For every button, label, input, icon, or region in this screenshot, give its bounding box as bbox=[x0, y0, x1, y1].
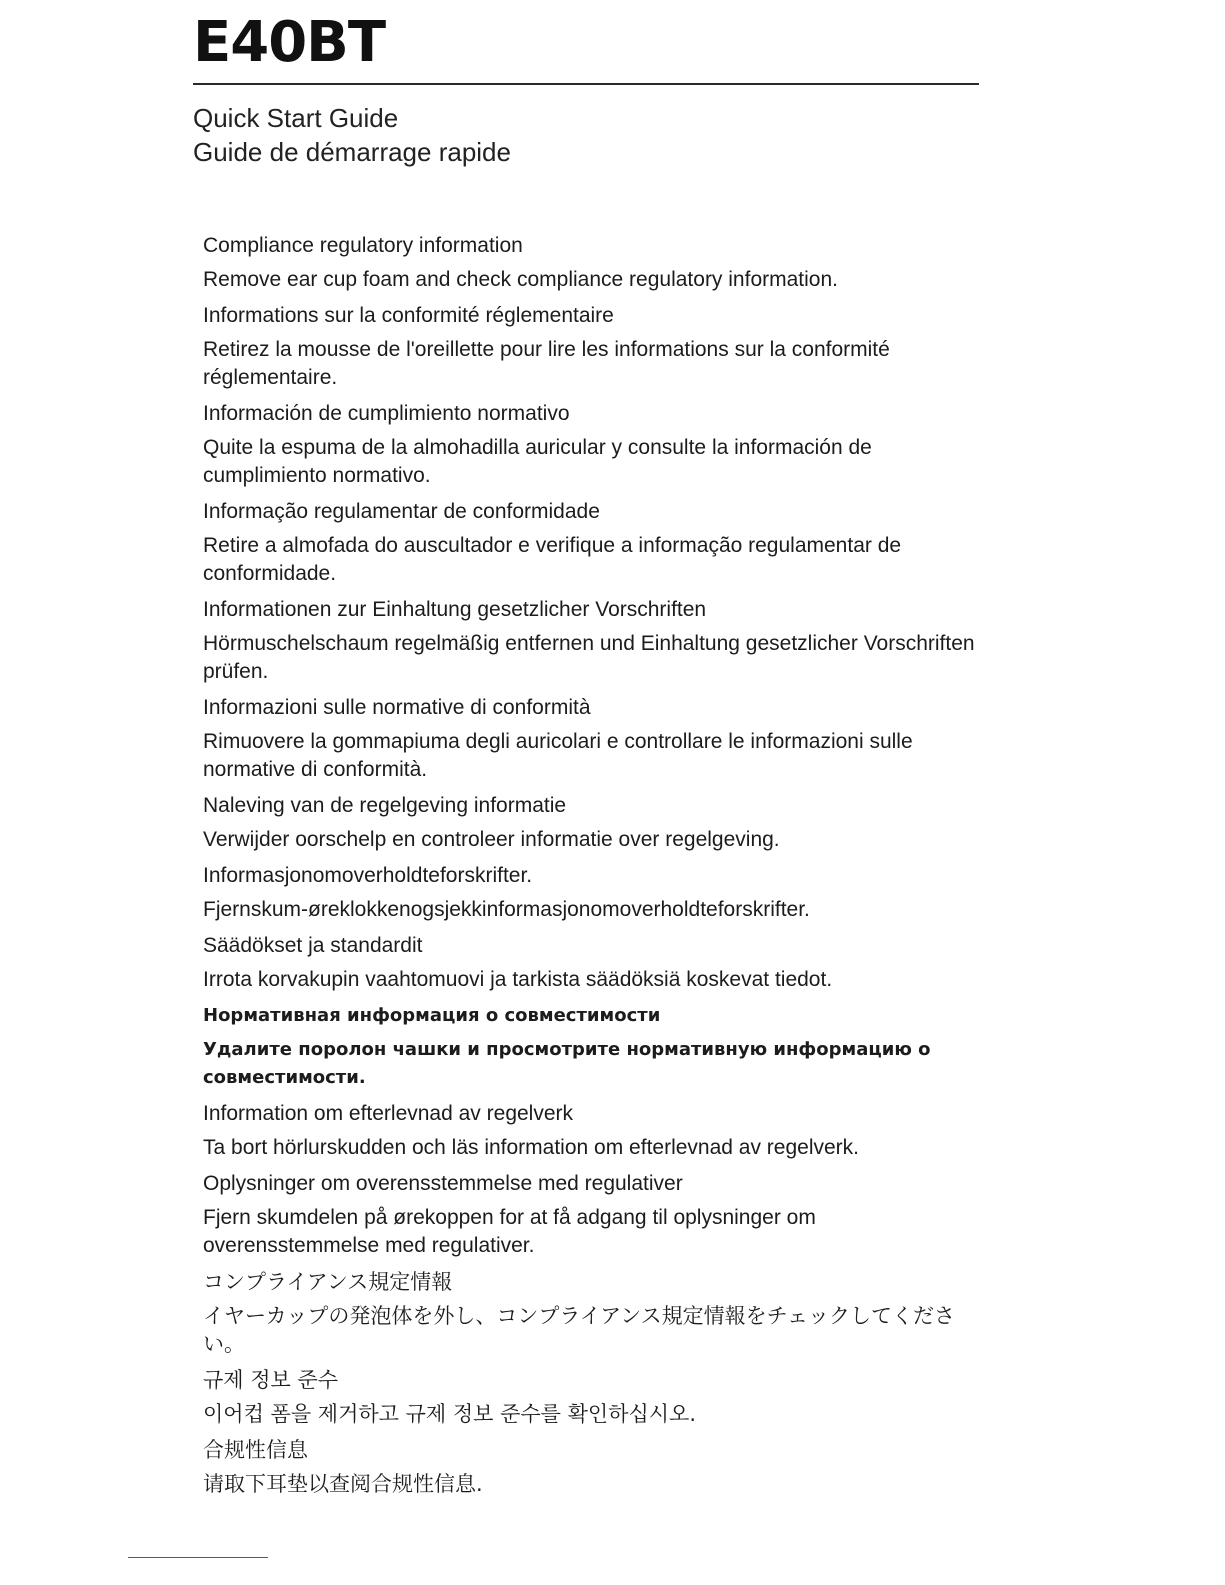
section-heading-sv: Information om efterlevnad av regelverk bbox=[203, 1102, 574, 1125]
section-heading-da: Oplysninger om overensstemmelse med regulativer bbox=[203, 1172, 683, 1195]
section-body-sv: Ta bort hörlurskudden och läs information om efterlevnad av regelverk. bbox=[203, 1136, 860, 1159]
section-body-it: Rimuovere la gommapiuma degli auricolari e controllare le informazioni sulle normative di conformità. bbox=[203, 730, 913, 781]
section-heading-nl: Naleving van de regelgeving informatie bbox=[203, 794, 567, 817]
section-body-nl: Verwijder oorschelp en controleer informatie over regelgeving. bbox=[203, 828, 780, 851]
section-heading-ja: コンプライアンス規定情報 bbox=[203, 1270, 453, 1294]
section-heading-en: Compliance regulatory information bbox=[203, 234, 523, 257]
section-heading-zh: 合规性信息 bbox=[203, 1438, 308, 1462]
section-heading-de: Informationen zur Einhaltung gesetzlicher Vorschriften bbox=[203, 598, 707, 621]
subtitle-french: Guide de démarrage rapide bbox=[193, 137, 511, 167]
section-heading-ko: 규제 정보 준수 bbox=[203, 1368, 339, 1392]
section-heading-ru: Нормативная информация о совместимости bbox=[203, 1005, 661, 1026]
section-body-de: Hörmuschelschaum regelmäßig entfernen und Einhaltung gesetzlicher Vorschriften prüfen. bbox=[203, 632, 975, 683]
compliance-sections bbox=[203, 232, 993, 1506]
section-body-es: Quite la espuma de la almohadilla auricular y consulte la información de cumplimiento normativo. bbox=[203, 436, 872, 487]
section-body-pt: Retire a almofada do auscultador e verifique a informação regulamentar de conformidade. bbox=[203, 534, 902, 585]
section-heading-it: Informazioni sulle normative di conformità bbox=[203, 696, 591, 719]
section-body-no: Fjernskum-øreklokkenogsjekkinformasjonomoverholdteforskrifter. bbox=[203, 898, 810, 921]
section-body-ko: 이어컵 폼을 제거하고 규제 정보 준수를 확인하십시오. bbox=[203, 1402, 697, 1426]
section-heading-fi: Säädökset ja standardit bbox=[203, 934, 423, 957]
section-body-fi: Irrota korvakupin vaahtomuovi ja tarkista säädöksiä koskevat tiedot. bbox=[203, 968, 833, 991]
document-title: E40BT bbox=[193, 10, 386, 75]
section-heading-pt: Informação regulamentar de conformidade bbox=[203, 500, 600, 523]
section-heading-fr: Informations sur la conformité réglementaire bbox=[203, 304, 614, 327]
section-heading-no: Informasjonomoverholdteforskrifter. bbox=[203, 864, 533, 887]
section-body-ja: イヤーカップの発泡体を外し、コンプライアンス規定情報をチェックしてください。 bbox=[203, 1304, 956, 1356]
section-heading-es: Información de cumplimiento normativo bbox=[203, 402, 570, 425]
section-body-ru: Удалите поролон чашки и просмотрите нормативную информацию о совместимости. bbox=[203, 1039, 931, 1088]
section-body-en: Remove ear cup foam and check compliance regulatory information. bbox=[203, 268, 838, 291]
title-divider bbox=[193, 83, 979, 85]
section-body-zh: 请取下耳垫以查阅合规性信息. bbox=[203, 1472, 483, 1496]
subtitle-english: Quick Start Guide bbox=[193, 103, 399, 133]
section-body-fr: Retirez la mousse de l'oreillette pour lire les informations sur la conformité réglementaire. bbox=[203, 338, 890, 389]
section-body-da: Fjern skumdelen på ørekoppen for at få adgang til oplysninger om overensstemmelse med regulativer. bbox=[203, 1206, 816, 1257]
footer-divider bbox=[128, 1557, 268, 1558]
